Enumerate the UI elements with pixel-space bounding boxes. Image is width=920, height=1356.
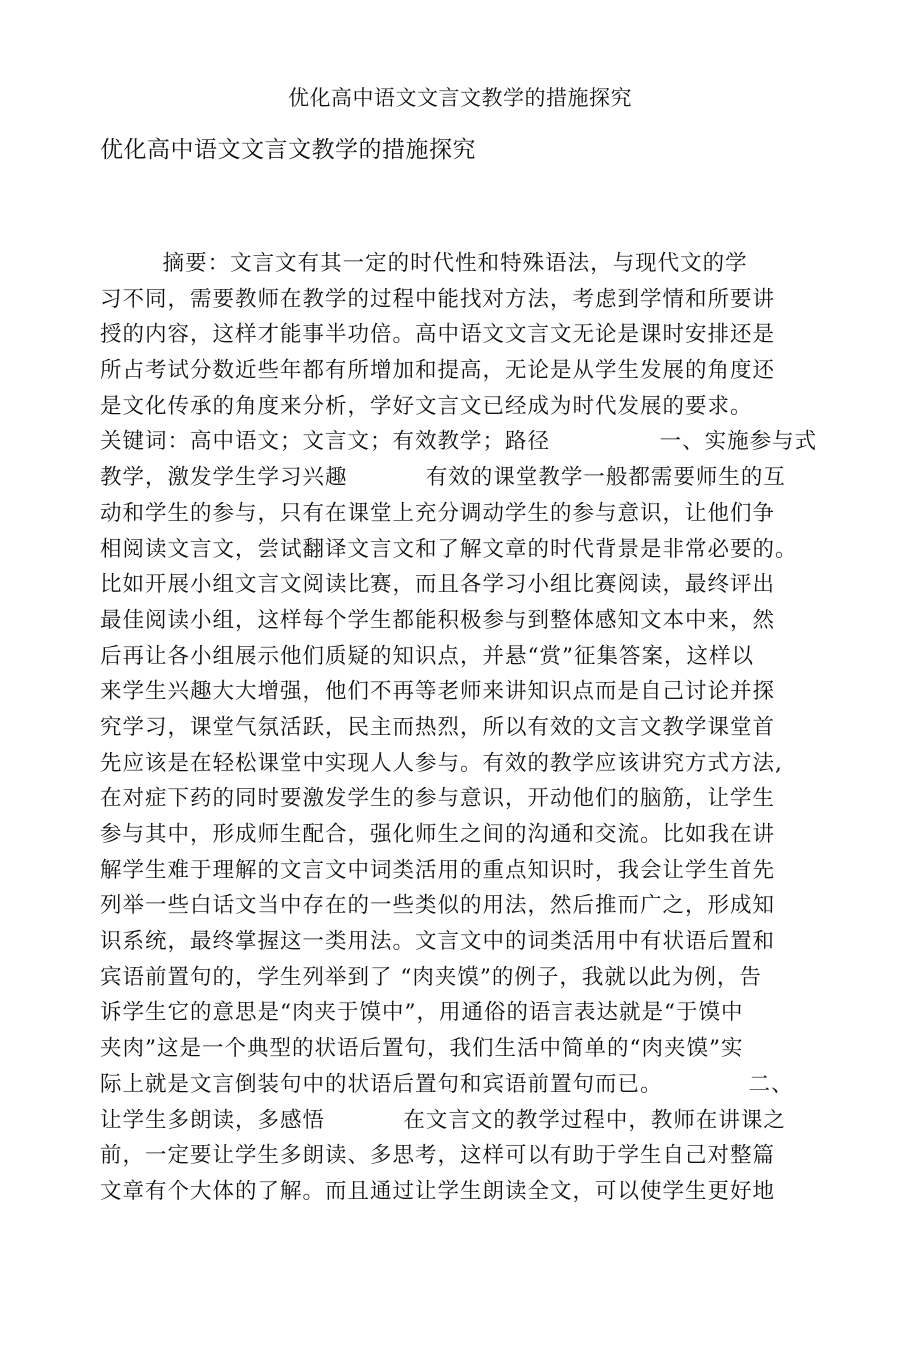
- body-line: 所占考试分数近些年都有所增加和提高，无论是从学生发展的角度还: [100, 358, 776, 384]
- body-line: 来学生兴趣大大增强，他们不再等老师来讲知识点而是自己讨论并探: [100, 679, 776, 705]
- body-line: 究学习，课堂气氛活跃，民主而热烈，所以有效的文言文教学课堂首: [100, 714, 776, 740]
- body-line: 解学生难于理解的文言文中词类活用的重点知识时，我会让学生首先: [100, 857, 776, 883]
- body-line: 关键词：高中语文；文言文；有效教学；路径 一、实施参与式: [100, 429, 818, 455]
- document-title: 优化高中语文文言文教学的措施探究: [100, 137, 476, 163]
- body-line: 授的内容，这样才能事半功倍。高中语文文言文无论是课时安排还是: [100, 322, 776, 348]
- body-line: 是文化传承的角度来分析，学好文言文已经成为时代发展的要求。: [100, 393, 753, 419]
- running-header-title: 优化高中语文文言文教学的措施探究: [288, 86, 632, 110]
- body-line: 摘要：文言文有其一定的时代性和特殊语法，与现代文的学: [100, 251, 748, 276]
- body-line: 后再让各小组展示他们质疑的知识点，并悬“赏”征集答案，这样以: [100, 643, 754, 669]
- body-line: 宾语前置句的，学生列举到了 “肉夹馍”的例子，我就以此为例，告: [100, 964, 762, 990]
- body-line: 诉学生它的意思是“肉夹于馍中”，用通俗的语言表达就是“于馍中: [100, 1000, 744, 1026]
- body-line: 让学生多朗读，多感悟 在文言文的教学过程中，教师在讲课之: [100, 1107, 786, 1133]
- body-line: 习不同，需要教师在教学的过程中能找对方法，考虑到学情和所要讲: [100, 286, 776, 312]
- body-line: 际上就是文言倒装句中的状语后置句和宾语前置句而已。 二、: [100, 1071, 794, 1097]
- body-line: 文章有个大体的了解。而且通过让学生朗读全文，可以使学生更好地: [100, 1178, 776, 1204]
- body-line: 教学，激发学生学习兴趣 有效的课堂教学一般都需要师生的互: [100, 465, 786, 491]
- body-line: 最佳阅读小组，这样每个学生都能积极参与到整体感知文本中来，然: [100, 607, 776, 633]
- body-line: 相阅读文言文，尝试翻译文言文和了解文章的时代背景是非常必要的。: [100, 536, 798, 562]
- body-line: 在对症下药的同时要激发学生的参与意识，开动他们的脑筋，让学生: [100, 786, 776, 812]
- body-line: 前，一定要让学生多朗读、多思考，这样可以有助于学生自己对整篇: [100, 1143, 776, 1169]
- body-line: 比如开展小组文言文阅读比赛，而且各学习小组比赛阅读，最终评出: [100, 572, 776, 598]
- body-line: 先应该是在轻松课堂中实现人人参与。有效的教学应该讲究方式方法,: [100, 750, 783, 776]
- body-line: 列举一些白话文当中存在的一些类似的用法，然后推而广之，形成知: [100, 893, 776, 919]
- document-body: [100, 246, 840, 1210]
- body-line: 动和学生的参与，只有在课堂上充分调动学生的参与意识，让他们争: [100, 500, 776, 526]
- body-line: 识系统，最终掌握这一类用法。文言文中的词类活用中有状语后置和: [100, 929, 776, 955]
- body-line: 参与其中，形成师生配合，强化师生之间的沟通和交流。比如我在讲: [100, 822, 776, 847]
- body-line: 夹肉”这是一个典型的状语后置句，我们生活中简单的“肉夹馍”实: [100, 1036, 744, 1062]
